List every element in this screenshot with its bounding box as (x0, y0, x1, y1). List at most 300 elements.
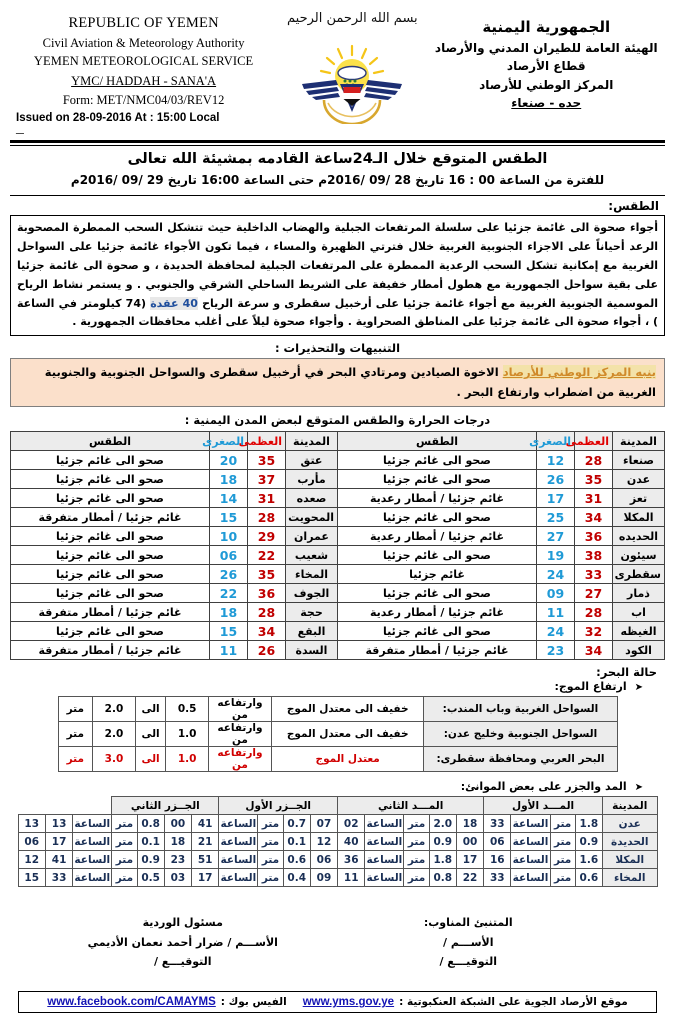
forecaster-signature-field: التوقيـــع / (439, 954, 498, 968)
arabic-republic-name: الجمهورية اليمنية (482, 18, 611, 36)
table-row (11, 451, 665, 470)
tide1-unit-cell: متر (550, 833, 575, 851)
max-temp-cell (248, 527, 286, 546)
max-temp-cell-value: 31 (257, 490, 276, 506)
city-cell: صعده (286, 489, 338, 508)
weather-cell: صحو الى غائم جزئيا (11, 584, 210, 603)
tide2-minutes-cell: 02 (338, 815, 365, 833)
wave-unit-cell: متر (58, 697, 93, 722)
city-cell: سقطرى (613, 565, 665, 584)
max-temp-cell-value: 27 (584, 585, 603, 601)
tide1-height-cell: 0.9 (575, 833, 602, 851)
max-temp-cell-value: 34 (584, 509, 603, 525)
wave-zone-cell: السواحل الغربية وباب المندب: (424, 697, 617, 722)
bullet-arrow-icon: ➤ (634, 682, 643, 694)
tide2-hour-label: الساعة (365, 833, 404, 851)
weather-cell: غائم جزئيا / أمطار متفرقة (11, 508, 210, 527)
shift-manager-signature-field: التوقيـــع / (153, 954, 212, 968)
weather-cell: صحو الى غائم جزئيا (11, 451, 210, 470)
ebb1-hours-cell: 23 (164, 851, 191, 869)
facebook-link[interactable]: www.facebook.com/CAMAYMS (47, 996, 216, 1009)
tide1-minutes-cell: 33 (484, 869, 511, 887)
ebb1-unit-cell: متر (258, 833, 283, 851)
col-weather-right: الطقس (338, 432, 537, 451)
wave-height-table (58, 696, 618, 772)
forecast-period: للفترة من الساعة 00 : 16 تاريخ 28 /09 /2016م حتى الساعة 16:00 تاريخ 29 /09 /2016م (70, 172, 605, 187)
max-temp-cell (248, 565, 286, 584)
ebb2-minutes-cell: 17 (45, 833, 72, 851)
ebb1-height-cell: 0.7 (283, 815, 310, 833)
wave-min-height-cell: 1.0 (166, 747, 209, 772)
wave-row (58, 747, 617, 772)
tide1-height-cell: 1.8 (575, 815, 602, 833)
temperature-table-caption: درجات الحرارة والطقس المتوقع لبعض المدن اليمنية : (184, 413, 491, 428)
english-service-name: YEMEN METEOROLOGICAL SERVICE (33, 54, 254, 69)
weather-description-box (10, 215, 665, 336)
wave-zone-cell: السواحل الجنوبية وخليج عدن: (424, 722, 617, 747)
weather-section-label: الطقس: (608, 198, 659, 213)
table-row (11, 489, 665, 508)
ebb2-minutes-cell: 13 (45, 815, 72, 833)
tide2-minutes-cell: 40 (338, 833, 365, 851)
max-temp-cell-value: 35 (257, 566, 276, 582)
tide1-hours-cell: 17 (456, 851, 483, 869)
ebb2-height-cell: 0.8 (137, 815, 164, 833)
weather-text-part2: (74 كيلومتر في الساعة ) ، أجواء صحوة الى غائمة جزئيا على المناطق الصحراوية . وأجواء صحوة ليلاً على أغلب محافظات الجمهورية . (17, 296, 658, 329)
ebb1-minutes-cell: 21 (192, 833, 219, 851)
min-temp-cell (537, 489, 575, 508)
tide-heading-row (10, 772, 665, 796)
wave-max-height-cell: 3.0 (93, 747, 136, 772)
max-temp-cell-value: 37 (257, 471, 276, 487)
wave-height-prefix-cell: وارتفاعه من (208, 722, 271, 747)
facebook-group (47, 996, 286, 1008)
city-cell: الجوف (286, 584, 338, 603)
ebb2-unit-cell: متر (112, 851, 137, 869)
sea-state-heading: حالة البحر: (596, 665, 657, 680)
min-temp-cell (210, 622, 248, 641)
col-min-right: الصغرى (529, 434, 571, 448)
tide-heading-text: المد والجزر على بعض الموانئ: (460, 780, 627, 794)
ebb1-hours-cell: 03 (164, 869, 191, 887)
col-city-left: المدينة (286, 432, 338, 451)
city-cell: اب (613, 603, 665, 622)
ebb1-minutes-cell: 41 (192, 815, 219, 833)
tick-mark: ـــ (16, 126, 24, 137)
max-temp-cell-value: 28 (584, 604, 603, 620)
max-temp-cell (575, 451, 613, 470)
city-cell: شعيب (286, 546, 338, 565)
max-temp-cell (248, 584, 286, 603)
min-temp-cell-value: 20 (219, 452, 238, 468)
weather-cell: صحو الى غائم جزئيا (338, 470, 537, 489)
min-temp-cell-value: 18 (219, 471, 238, 487)
max-temp-cell-value: 32 (584, 623, 603, 639)
city-cell: صنعاء (613, 451, 665, 470)
tide-row (18, 815, 657, 833)
weather-cell: غائم جزئيا / أمطار رعدية (338, 603, 537, 622)
col-city-right: المدينة (613, 432, 665, 451)
wave-height-label-text: ارتفاع الموج: (554, 680, 627, 694)
tide2-hour-label: الساعة (365, 869, 404, 887)
city-cell: ذمار (613, 584, 665, 603)
tide2-hour-label: الساعة (365, 851, 404, 869)
website-link[interactable]: www.yms.gov.ye (302, 996, 395, 1009)
max-temp-cell (248, 508, 286, 527)
min-temp-cell (537, 508, 575, 527)
forecaster-title: المتنبئ المناوب: (423, 916, 513, 930)
min-temp-cell (210, 565, 248, 584)
min-temp-cell (210, 641, 248, 660)
tide2-hours-cell: 06 (310, 851, 337, 869)
min-temp-cell-value: 12 (546, 452, 565, 468)
min-temp-cell (537, 527, 575, 546)
ebb1-hour-label: الساعة (219, 833, 258, 851)
city-cell: السدة (286, 641, 338, 660)
shift-manager-title: مسئول الوردية (142, 916, 223, 930)
ebb2-unit-cell: متر (112, 869, 137, 887)
signature-shift-manager (40, 913, 326, 971)
header-emblem-block (273, 10, 431, 124)
min-temp-cell (210, 489, 248, 508)
tide2-height-cell: 1.8 (429, 851, 456, 869)
ebb1-unit-cell: متر (258, 815, 283, 833)
tide2-unit-cell: متر (404, 815, 429, 833)
max-temp-cell-value: 36 (257, 585, 276, 601)
min-temp-cell (537, 451, 575, 470)
max-temp-cell-value: 28 (257, 604, 276, 620)
footer-links-box (18, 991, 657, 1013)
weather-cell: صحو الى غائم جزئيا (11, 470, 210, 489)
tide2-height-cell: 0.8 (429, 869, 456, 887)
city-cell: مأرب (286, 470, 338, 489)
wave-min-height-cell: 0.5 (166, 697, 209, 722)
arabic-location: حده - صنعاء (511, 96, 582, 111)
wave-description-cell: خفيف الى معتدل الموج (271, 722, 423, 747)
signature-forecaster (326, 913, 636, 971)
ebb2-unit-cell: متر (112, 833, 137, 851)
ebb1-hour-label: الساعة (219, 869, 258, 887)
bullet-arrow-icon-tide: ➤ (634, 782, 643, 794)
wave-unit-cell: متر (58, 722, 93, 747)
tide2-height-cell: 0.9 (429, 833, 456, 851)
wave-zone-cell: البحر العربي ومحافظة سقطرى: (424, 747, 617, 772)
weather-cell: صحو الى غائم جزئيا (338, 584, 537, 603)
weather-cell: غائم جزئيا / أمطار متفرقة (11, 641, 210, 660)
tide-col-second-low: الجــزر الثاني (112, 797, 219, 815)
min-temp-cell-value: 26 (546, 471, 565, 487)
tide-col-second-high: المـــد الثاني (338, 797, 484, 815)
shift-manager-name: الأســـم / ضرار أحمد نعمان الأديمي (87, 935, 278, 949)
min-temp-cell-value: 26 (219, 566, 238, 582)
tide-row (18, 833, 657, 851)
min-temp-cell-value: 10 (219, 528, 238, 544)
table-row (11, 565, 665, 584)
header-arabic-block (431, 10, 661, 113)
tide1-hours-cell: 22 (456, 869, 483, 887)
tide1-unit-cell: متر (550, 851, 575, 869)
table-row (11, 470, 665, 489)
tide1-hours-cell: 18 (456, 815, 483, 833)
min-temp-cell (210, 451, 248, 470)
table-row (11, 641, 665, 660)
min-temp-cell-value: 24 (546, 623, 565, 639)
table-row (11, 603, 665, 622)
tide1-height-cell: 0.6 (575, 869, 602, 887)
tide1-hour-label: الساعة (511, 869, 550, 887)
max-temp-cell-value: 26 (257, 642, 276, 658)
min-temp-cell (537, 584, 575, 603)
tide-city-cell: عدن (602, 815, 657, 833)
header-english-block (14, 10, 273, 135)
ebb2-hours-cell: 13 (18, 815, 45, 833)
tide1-hour-label: الساعة (511, 833, 550, 851)
weather-cell: غائم جزئيا / أمطار رعدية (338, 489, 537, 508)
warning-issuer-tag: ينبه المركز الوطني للأرصاد (502, 365, 656, 380)
city-cell: الغيظه (613, 622, 665, 641)
english-center-location: YMC/ HADDAH - SANA'A (71, 74, 217, 89)
facebook-label: الفيس بوك : (220, 996, 287, 1009)
max-temp-cell (248, 641, 286, 660)
ebb1-height-cell: 0.4 (283, 869, 310, 887)
page-title: الطقس المتوقع خلال الـ24ساعة القادمه بمشيئة الله تعالى (127, 151, 548, 167)
tide1-minutes-cell: 16 (484, 851, 511, 869)
min-temp-cell-value: 09 (546, 585, 565, 601)
weather-cell: صحو الى غائم جزئيا (11, 565, 210, 584)
col-weather-left: الطقس (11, 432, 210, 451)
min-temp-cell-value: 25 (546, 509, 565, 525)
warnings-section-label: التنبيهات والتحذيرات : (274, 341, 401, 356)
min-temp-cell (537, 565, 575, 584)
min-temp-cell-value: 19 (546, 547, 565, 563)
max-temp-cell (575, 489, 613, 508)
weather-cell: صحو الى غائم جزئيا (11, 489, 210, 508)
max-temp-cell (248, 603, 286, 622)
wave-row (58, 697, 617, 722)
ebb2-hour-label: الساعة (73, 851, 112, 869)
max-temp-cell-value: 34 (584, 642, 603, 658)
col-max-left: العظمى (238, 434, 282, 448)
wave-range-to-cell: الى (135, 747, 165, 772)
max-temp-cell (575, 527, 613, 546)
table-row (11, 622, 665, 641)
arabic-authority-name: الهيئة العامة للطيران المدني والأرصاد (434, 40, 658, 55)
tide1-hour-label: الساعة (511, 815, 550, 833)
weather-cell: صحو الى غائم جزئيا (338, 451, 537, 470)
ebb2-unit-cell: متر (112, 815, 137, 833)
tide2-hours-cell: 12 (310, 833, 337, 851)
wave-height-prefix-cell: وارتفاعه من (208, 747, 271, 772)
ebb2-hour-label: الساعة (73, 833, 112, 851)
col-max-right: العظمى (565, 434, 609, 448)
max-temp-cell (575, 565, 613, 584)
tide-row (18, 851, 657, 869)
tide-table (18, 796, 658, 887)
tide2-hour-label: الساعة (365, 815, 404, 833)
max-temp-cell-value: 22 (257, 547, 276, 563)
english-authority-name: Civil Aviation & Meteorology Authority (42, 35, 245, 50)
tide-city-cell: الحديدة (602, 833, 657, 851)
weather-cell: صحو الى غائم جزئيا (11, 546, 210, 565)
weather-cell: صحو الى غائم جزئيا (338, 508, 537, 527)
city-cell: المكلا (613, 508, 665, 527)
wind-speed-highlight: 40 عقدة (150, 296, 198, 310)
warning-text: الاخوة الصيادين ومرتادي البحر في أرخبيل سقطرى والسواحل الجنوبية والجنوبية الغربية من اضطراب وارتفاع البحر . (44, 365, 656, 399)
min-temp-cell-value: 22 (219, 585, 238, 601)
arabic-center-name: المركز الوطني للأرصاد (479, 77, 614, 92)
ebb1-hour-label: الساعة (219, 815, 258, 833)
weather-cell: صحو الى غائم جزئيا (11, 527, 210, 546)
city-cell: المحويت (286, 508, 338, 527)
tide1-hours-cell: 00 (456, 833, 483, 851)
min-temp-cell-value: 11 (546, 604, 565, 620)
city-cell: عمران (286, 527, 338, 546)
max-temp-cell (248, 470, 286, 489)
wave-range-to-cell: الى (135, 722, 165, 747)
forecast-title-block (10, 146, 665, 192)
min-temp-cell-value: 14 (219, 490, 238, 506)
wave-max-height-cell: 2.0 (93, 697, 136, 722)
ebb2-hours-cell: 15 (18, 869, 45, 887)
col-min-left: الصغرى (202, 434, 244, 448)
max-temp-cell-value: 35 (257, 452, 276, 468)
city-cell: تعز (613, 489, 665, 508)
min-temp-cell (537, 603, 575, 622)
ebb1-hours-cell: 00 (164, 815, 191, 833)
table-row (11, 584, 665, 603)
wave-description-cell: معتدل الموج (271, 747, 423, 772)
website-group (303, 996, 628, 1008)
min-temp-cell-value: 27 (546, 528, 565, 544)
tide1-unit-cell: متر (550, 869, 575, 887)
min-temp-cell-value: 15 (219, 509, 238, 525)
ebb2-hour-label: الساعة (73, 815, 112, 833)
weather-cell: غائم جزئيا / أمطار رعدية (338, 527, 537, 546)
wave-min-height-cell: 1.0 (166, 722, 209, 747)
tide-row (18, 869, 657, 887)
ebb2-hour-label: الساعة (73, 869, 112, 887)
min-temp-cell (537, 470, 575, 489)
tide-col-city: المدينة (602, 797, 657, 815)
signature-row (10, 887, 665, 971)
issued-on-timestamp: Issued on 28-09-2016 At : 15:00 Local (16, 111, 220, 124)
max-temp-cell (575, 603, 613, 622)
ebb1-unit-cell: متر (258, 869, 283, 887)
weather-cell: صحو الى غائم جزئيا (338, 622, 537, 641)
weather-cell: صحو الى غائم جزئيا (338, 546, 537, 565)
tide1-hour-label: الساعة (511, 851, 550, 869)
ebb1-minutes-cell: 17 (192, 869, 219, 887)
footer-wrap (10, 971, 665, 1013)
weather-text-part1: أجواء صحوة الى غائمة جزئيا على سلسلة المرتفعات الجبلية والهضاب الداخلية حيث تتشكل السحب الممطرة المصحوبة الرعد أحياناً على الاجزاء الجنوبية الغربية خلال فترتي الظهيرة والمساء ، فيما تكون الأجواء غائمة جزئيا على السواحل الغربية مع إمكانية تشكل السحب الرعدية الممطرة على المرتفعات الجبلية لمحافظة الحديدة ، و صحوة الى غائمة جزئيا على بقية سواحل الجمهورية مع هطول أمطار خفيفة على الشريط الساحلي الشرقي والجنوبي . و يستمر نشاط الرياح الموسمية الجنوبية الغربية مع أجواء غائمة جزئيا على أرخبيل سقطرى و سرعة الرياح (17, 220, 659, 310)
website-label: موقع الأرصاد الجوية على الشبكة العنكبوتية : (399, 996, 628, 1009)
max-temp-cell (575, 470, 613, 489)
max-temp-cell-value: 35 (584, 471, 603, 487)
english-republic-name: REPUBLIC OF YEMEN (68, 15, 219, 31)
max-temp-cell-value: 29 (257, 528, 276, 544)
wave-height-label (10, 679, 665, 696)
arabic-sector-name: قطاع الأرصاد (506, 59, 586, 74)
wave-row (58, 722, 617, 747)
min-temp-cell-value: 11 (219, 642, 238, 658)
tide2-hours-cell: 09 (310, 869, 337, 887)
min-temp-cell (210, 584, 248, 603)
min-temp-cell (210, 508, 248, 527)
tide1-minutes-cell: 06 (484, 833, 511, 851)
ebb1-hour-label: الساعة (219, 851, 258, 869)
city-cell: الحديده (613, 527, 665, 546)
max-temp-cell (575, 584, 613, 603)
max-temp-cell-value: 31 (584, 490, 603, 506)
wave-unit-cell: متر (58, 747, 93, 772)
min-temp-cell (210, 546, 248, 565)
wave-max-height-cell: 2.0 (93, 722, 136, 747)
tide2-unit-cell: متر (404, 833, 429, 851)
max-temp-cell (248, 546, 286, 565)
min-temp-cell-value: 23 (546, 642, 565, 658)
wave-description-cell: خفيف الى معتدل الموج (271, 697, 423, 722)
table-row (11, 527, 665, 546)
min-temp-cell (537, 641, 575, 660)
city-cell: البقع (286, 622, 338, 641)
city-cell: حجة (286, 603, 338, 622)
ebb2-hours-cell: 06 (18, 833, 45, 851)
max-temp-cell (248, 622, 286, 641)
ebb2-height-cell: 0.5 (137, 869, 164, 887)
city-cell: عتق (286, 451, 338, 470)
ebb1-height-cell: 0.6 (283, 851, 310, 869)
min-temp-cell-value: 24 (546, 566, 565, 582)
document-header (10, 6, 665, 137)
table-row (11, 546, 665, 565)
min-temp-cell (537, 546, 575, 565)
wave-range-to-cell: الى (135, 697, 165, 722)
max-temp-cell (248, 489, 286, 508)
min-temp-cell (537, 622, 575, 641)
min-temp-cell (210, 527, 248, 546)
city-cell: المخاء (286, 565, 338, 584)
city-cell: عدن (613, 470, 665, 489)
tide-col-first-high: المـــد الأول (484, 797, 603, 815)
max-temp-cell (575, 546, 613, 565)
min-temp-cell-value: 15 (219, 623, 238, 639)
tide2-height-cell: 2.0 (429, 815, 456, 833)
max-temp-cell-value: 34 (257, 623, 276, 639)
min-temp-cell (210, 603, 248, 622)
min-temp-cell (210, 470, 248, 489)
ebb2-minutes-cell: 33 (45, 869, 72, 887)
max-temp-cell (248, 451, 286, 470)
ebb1-unit-cell: متر (258, 851, 283, 869)
ebb2-hours-cell: 12 (18, 851, 45, 869)
min-temp-cell-value: 06 (219, 547, 238, 563)
warning-box (10, 358, 665, 407)
tide-table-header-row (18, 797, 657, 815)
forecaster-name-field: الأســـم / (442, 935, 494, 949)
weather-cell: غائم جزئيا (338, 565, 537, 584)
tide1-height-cell: 1.6 (575, 851, 602, 869)
city-cell: سيئون (613, 546, 665, 565)
tide-city-cell: المخاء (602, 869, 657, 887)
title-top-rule-thick (10, 140, 665, 143)
tide2-hours-cell: 07 (310, 815, 337, 833)
weather-cell: غائم جزئيا / أمطار متفرقة (338, 641, 537, 660)
tide2-unit-cell: متر (404, 851, 429, 869)
weather-cell: غائم جزئيا / أمطار متفرقة (11, 603, 210, 622)
min-temp-cell-value: 17 (546, 490, 565, 506)
tide2-minutes-cell: 36 (338, 851, 365, 869)
max-temp-cell (575, 641, 613, 660)
